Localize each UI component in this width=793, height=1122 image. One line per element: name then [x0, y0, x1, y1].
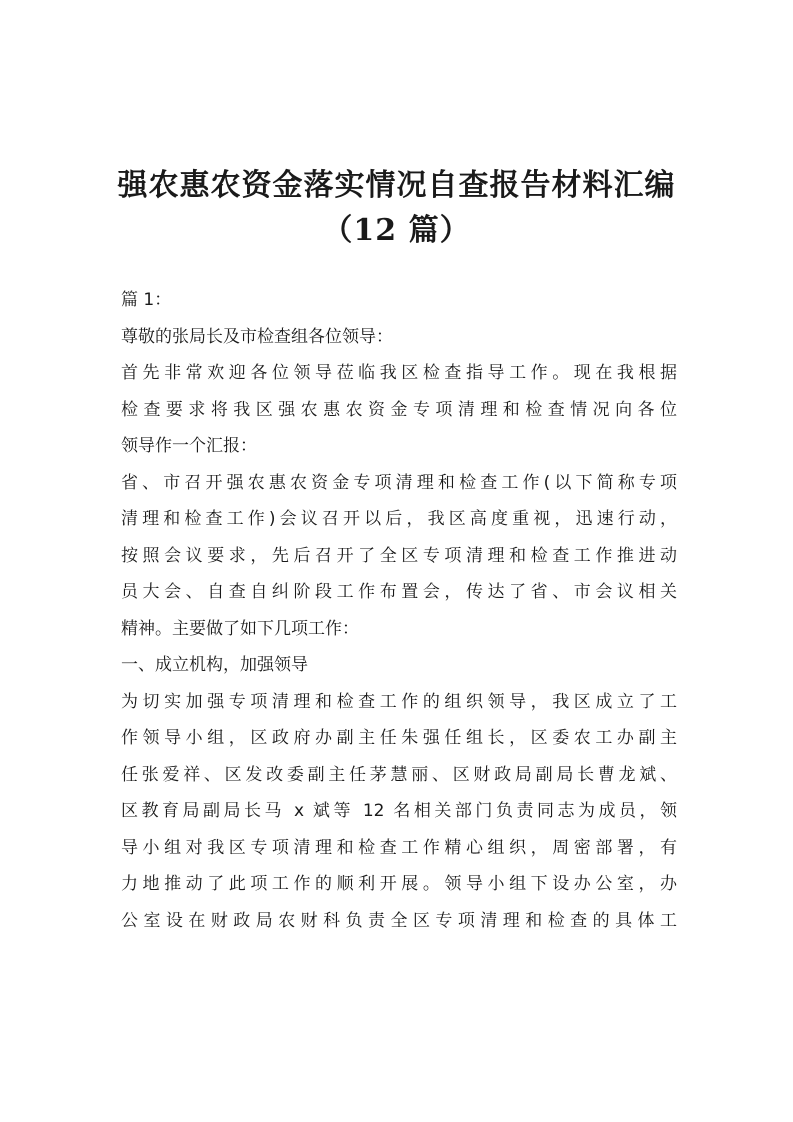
paragraph-line: 精神。主要做了如下几项工作： [121, 618, 359, 639]
salutation: 尊敬的张局长及市检查组各位领导： [121, 326, 393, 347]
paragraph-line: 力地推动了此项工作的顺利开展。领导小组下设办公室，办 [121, 874, 677, 894]
document-title [60, 163, 733, 253]
document-body [121, 282, 677, 939]
paragraph-line: 检查要求将我区强农惠农资金专项清理和检查情况向各位 [121, 399, 677, 420]
paragraph-line: 公室设在财政局农财科负责全区专项清理和检查的具体工 [121, 910, 677, 931]
paragraph-line: 为切实加强专项清理和检查工作的组织领导，我区成立了工 [121, 691, 677, 712]
paragraph-line: 任张爱祥、区发改委副主任茅慧丽、区财政局副局长曹龙斌、 [121, 764, 677, 785]
paragraph-line: 员大会、自查自纠阶段工作布置会，传达了省、市会议相关 [121, 582, 677, 602]
paragraph-line: 首先非常欢迎各位领导莅临我区检查指导工作。现在我根据 [121, 363, 677, 383]
paragraph-line: 区教育局副局长马 x 斌等 12 名相关部门负责同志为成员，领 [121, 801, 677, 821]
section-heading: 一、成立机构，加强领导 [121, 655, 308, 675]
paragraph-line: 省、市召开强农惠农资金专项清理和检查工作(以下简称专项 [121, 472, 677, 493]
paragraph-line: 导小组对我区专项清理和检查工作精心组织，周密部署，有 [121, 837, 677, 858]
paragraph-line: 清理和检查工作)会议召开以后，我区高度重视，迅速行动， [121, 509, 677, 529]
section-heading-piece-1: 篇 1： [121, 290, 172, 310]
paragraph-line: 作领导小组，区政府办副主任朱强任组长，区委农工办副主 [121, 728, 677, 748]
title-line-2: （12 篇） [322, 213, 471, 248]
paragraph-line: 按照会议要求，先后召开了全区专项清理和检查工作推进动 [121, 545, 677, 566]
paragraph-line: 领导作一个汇报： [121, 436, 257, 456]
title-line-1: 强农惠农资金落实情况自查报告材料汇编 [117, 168, 676, 203]
